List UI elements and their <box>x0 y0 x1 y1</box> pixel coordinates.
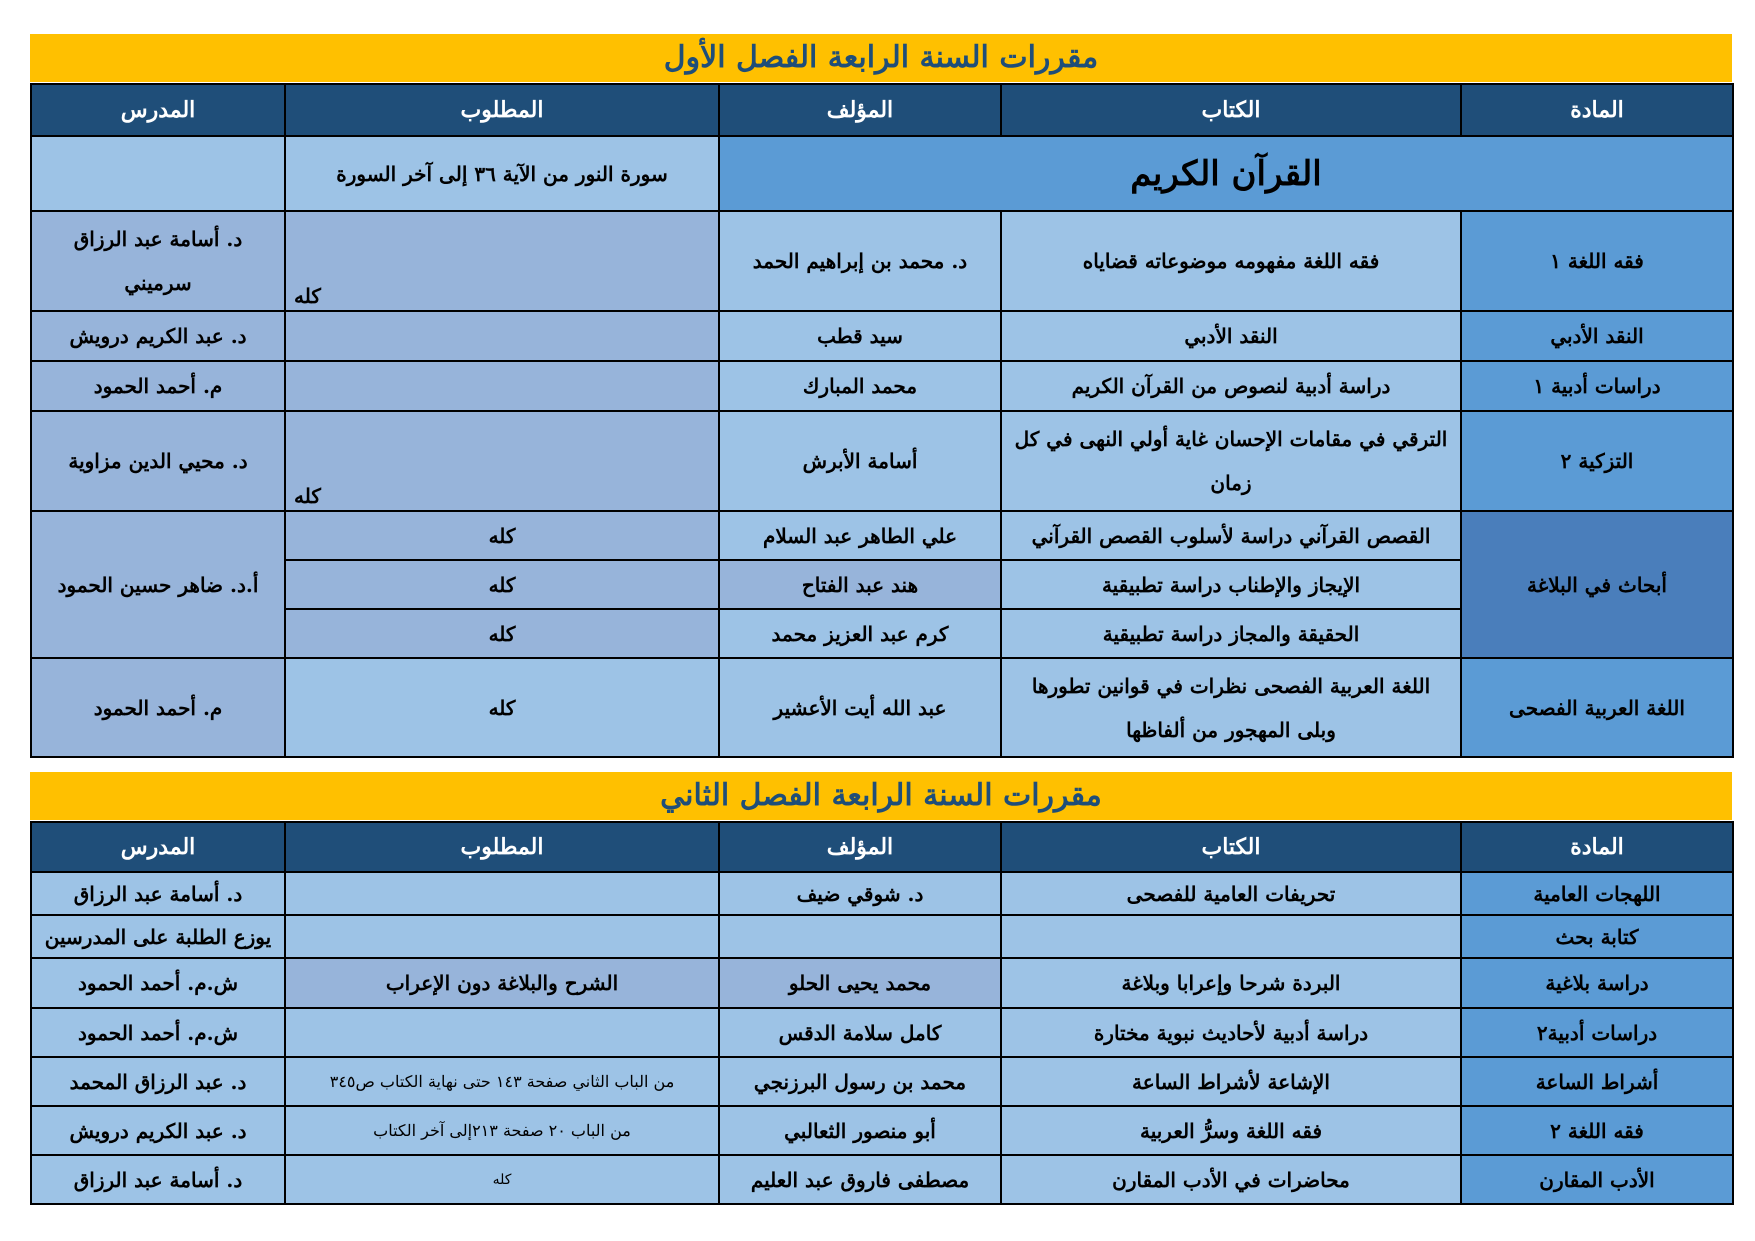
author-cell: هند عبد الفتاح <box>719 560 1001 609</box>
table-row <box>31 511 1733 560</box>
book-cell: القصص القرآني دراسة لأسلوب القصص القرآني <box>1001 511 1461 560</box>
author-cell: عبد الله أيت الأعشير <box>719 658 1001 757</box>
semester2-table <box>30 821 1734 1205</box>
semester1-table <box>30 83 1734 758</box>
semester1-title: مقررات السنة الرابعة الفصل الأول <box>30 34 1732 82</box>
required-cell: كله <box>285 1155 719 1204</box>
required-cell <box>285 1008 719 1057</box>
teacher-cell: م. أحمد الحمود <box>31 658 285 757</box>
required-cell: كله <box>285 609 719 658</box>
required-cell <box>285 872 719 915</box>
table-row <box>31 1106 1733 1155</box>
author-cell: كامل سلامة الدقس <box>719 1008 1001 1057</box>
book-cell: اللغة العربية الفصحى نظرات في قوانين تطورها وبلى المهجور من ألفاظها <box>1001 658 1461 757</box>
teacher-cell: أ.د. ضاهر حسين الحمود <box>31 511 285 658</box>
table-row <box>31 411 1733 511</box>
required-cell: كله <box>285 411 719 511</box>
required-cell <box>285 311 719 361</box>
teacher-cell: د. أسامة عبد الرزاق <box>31 1155 285 1204</box>
header-required: المطلوب <box>285 822 719 872</box>
teacher-cell: د. أسامة عبد الرزاق <box>31 872 285 915</box>
teacher-cell <box>31 136 285 211</box>
author-cell: د. محمد بن إبراهيم الحمد <box>719 211 1001 311</box>
book-cell: دراسة أدبية لأحاديث نبوية مختارة <box>1001 1008 1461 1057</box>
teacher-cell: د. محيي الدين مزاوية <box>31 411 285 511</box>
required-cell: الشرح والبلاغة دون الإعراب <box>285 958 719 1008</box>
author-cell: مصطفى فاروق عبد العليم <box>719 1155 1001 1204</box>
teacher-cell: د. عبد الكريم درويش <box>31 1106 285 1155</box>
table-row <box>31 211 1733 311</box>
required-cell: من الباب الثاني صفحة ١٤٣ حتى نهاية الكتاب ص٣٤٥ <box>285 1057 719 1106</box>
table-row <box>31 958 1733 1008</box>
subject-cell: اللغة العربية الفصحى <box>1461 658 1733 757</box>
subject-cell: اللهجات العامية <box>1461 872 1733 915</box>
author-cell: سيد قطب <box>719 311 1001 361</box>
header-teacher: المدرس <box>31 822 285 872</box>
book-cell: فقه اللغة وسرُّ العربية <box>1001 1106 1461 1155</box>
teacher-cell: يوزع الطلبة على المدرسين <box>31 915 285 958</box>
book-cell: النقد الأدبي <box>1001 311 1461 361</box>
subject-cell: أشراط الساعة <box>1461 1057 1733 1106</box>
table-row <box>31 1057 1733 1106</box>
table-row <box>31 658 1733 757</box>
header-author: المؤلف <box>719 84 1001 136</box>
author-cell: أسامة الأبرش <box>719 411 1001 511</box>
subject-cell: النقد الأدبي <box>1461 311 1733 361</box>
subject-cell: كتابة بحث <box>1461 915 1733 958</box>
book-cell: البردة شرحا وإعرابا وبلاغة <box>1001 958 1461 1008</box>
header-book: الكتاب <box>1001 84 1461 136</box>
required-cell: كله <box>285 211 719 311</box>
required-cell: كله <box>285 560 719 609</box>
quran-cell: القرآن الكريم <box>719 136 1733 211</box>
required-cell: من الباب ٢٠ صفحة ٢١٣إلى آخر الكتاب <box>285 1106 719 1155</box>
header-subject: المادة <box>1461 822 1733 872</box>
header-author: المؤلف <box>719 822 1001 872</box>
subject-cell: دراسات أدبية٢ <box>1461 1008 1733 1057</box>
header-required: المطلوب <box>285 84 719 136</box>
table-header-row <box>31 822 1733 872</box>
author-cell: محمد المبارك <box>719 361 1001 411</box>
book-cell <box>1001 915 1461 958</box>
table-row <box>31 872 1733 915</box>
subject-cell: دراسة بلاغية <box>1461 958 1733 1008</box>
teacher-cell: م. أحمد الحمود <box>31 361 285 411</box>
header-subject: المادة <box>1461 84 1733 136</box>
table-row <box>31 915 1733 958</box>
teacher-cell: ش.م. أحمد الحمود <box>31 1008 285 1057</box>
book-cell: الإيجاز والإطناب دراسة تطبيقية <box>1001 560 1461 609</box>
book-cell: الحقيقة والمجاز دراسة تطبيقية <box>1001 609 1461 658</box>
subject-cell: أبحاث في البلاغة <box>1461 511 1733 658</box>
subject-cell: فقه اللغة ٢ <box>1461 1106 1733 1155</box>
author-cell: محمد بن رسول البرزنجي <box>719 1057 1001 1106</box>
subject-cell: الأدب المقارن <box>1461 1155 1733 1204</box>
semester2-title: مقررات السنة الرابعة الفصل الثاني <box>30 772 1732 820</box>
subject-cell: دراسات أدبية ١ <box>1461 361 1733 411</box>
teacher-cell: ش.م. أحمد الحمود <box>31 958 285 1008</box>
table-header-row <box>31 84 1733 136</box>
required-cell: كله <box>285 658 719 757</box>
author-cell: د. شوقي ضيف <box>719 872 1001 915</box>
teacher-cell: د. عبد الرزاق المحمد <box>31 1057 285 1106</box>
required-cell <box>285 915 719 958</box>
book-cell: فقه اللغة مفهومه موضوعاته قضاياه <box>1001 211 1461 311</box>
subject-cell: التزكية ٢ <box>1461 411 1733 511</box>
teacher-cell: د. أسامة عبد الرزاق سرميني <box>31 211 285 311</box>
required-cell: سورة النور من الآية ٣٦ إلى آخر السورة <box>285 136 719 211</box>
table-row <box>31 1008 1733 1057</box>
author-cell: محمد يحيى الحلو <box>719 958 1001 1008</box>
header-book: الكتاب <box>1001 822 1461 872</box>
author-cell: كرم عبد العزيز محمد <box>719 609 1001 658</box>
header-teacher: المدرس <box>31 84 285 136</box>
author-cell: علي الطاهر عبد السلام <box>719 511 1001 560</box>
book-cell: الإشاعة لأشراط الساعة <box>1001 1057 1461 1106</box>
table-row <box>31 311 1733 361</box>
book-cell: تحريفات العامية للفصحى <box>1001 872 1461 915</box>
author-cell: أبو منصور الثعالبي <box>719 1106 1001 1155</box>
required-cell: كله <box>285 511 719 560</box>
book-cell: محاضرات في الأدب المقارن <box>1001 1155 1461 1204</box>
required-cell <box>285 361 719 411</box>
table-row <box>31 1155 1733 1204</box>
table-row <box>31 361 1733 411</box>
book-cell: دراسة أدبية لنصوص من القرآن الكريم <box>1001 361 1461 411</box>
teacher-cell: د. عبد الكريم درويش <box>31 311 285 361</box>
book-cell: الترقي في مقامات الإحسان غاية أولي النهى في كل زمان <box>1001 411 1461 511</box>
table-row <box>31 136 1733 211</box>
subject-cell: فقه اللغة ١ <box>1461 211 1733 311</box>
author-cell <box>719 915 1001 958</box>
